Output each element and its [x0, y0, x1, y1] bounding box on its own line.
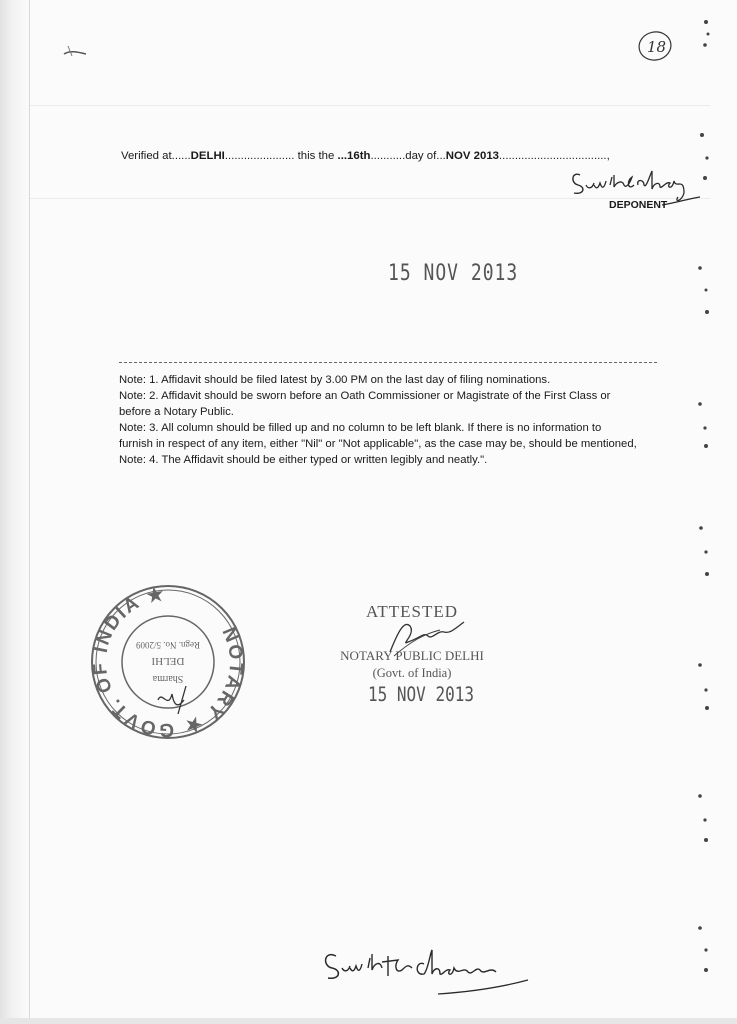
- dashed-separator: [119, 362, 657, 363]
- verification-day: ...16th: [337, 150, 371, 162]
- note-line: Note: 1. Affidavit should be filed latest by 3.00 PM on the last day of filing nominations.: [119, 374, 551, 386]
- verification-place: DELHI: [190, 150, 225, 162]
- page-number: [636, 28, 676, 71]
- note-line: before a Notary Public.: [119, 406, 234, 418]
- verification-line: [121, 150, 610, 162]
- faint-rule: [30, 105, 710, 106]
- note-line: Note: 4. The Affidavit should be either typed or written legibly and neatly.".: [119, 454, 488, 466]
- seal-inner-line: DELHI: [151, 655, 185, 667]
- attested-title: ATTESTED: [365, 602, 459, 621]
- attested-date: 15 NOV 2013: [368, 683, 474, 706]
- attested-line: (Govt. of India): [372, 666, 452, 680]
- verification-prefix: Verified at......: [121, 150, 191, 162]
- date-stamp: 15 NOV 2013: [388, 260, 519, 287]
- notary-seal-icon: [88, 582, 248, 742]
- seal-inner-line: Regn. No. 5/2009: [136, 640, 200, 650]
- seal-outer-text: NOTARY ★ GOVT. OF INDIA ★: [89, 583, 247, 741]
- note-line: Note: 3. All column should be filled up and no column to be left blank. If there is no information to: [119, 422, 602, 434]
- verification-suffix: ..................................,: [499, 150, 610, 162]
- notes-block: [119, 372, 679, 468]
- note-line: Note: 2. Affidavit should be sworn before an Oath Commissioner or Magistrate of the First Class or: [119, 390, 611, 402]
- scan-bottom-edge: [0, 1018, 737, 1024]
- page-number-text: 18: [647, 38, 667, 56]
- bottom-signature-icon: [318, 940, 538, 1010]
- verification-text: ...........day of...: [370, 150, 446, 162]
- seal-inner-line: Sharma: [152, 673, 184, 684]
- notary-signature-icon: [380, 612, 470, 662]
- note-line: furnish in respect of any item, either "Nil" or "Not applicable", as the case may be, should be mentioned,: [119, 438, 637, 450]
- verification-month-year: NOV 2013: [445, 150, 499, 162]
- deponent-label: DEPONENT: [609, 199, 668, 211]
- binding-holes-icon: [692, 0, 722, 1024]
- scan-margin-line: [29, 0, 30, 1024]
- pencil-mark-icon: [60, 40, 100, 70]
- verification-text: ...................... this the: [224, 150, 338, 162]
- scan-left-edge: [0, 0, 30, 1024]
- attested-line: NOTARY PUBLIC DELHI: [340, 648, 484, 663]
